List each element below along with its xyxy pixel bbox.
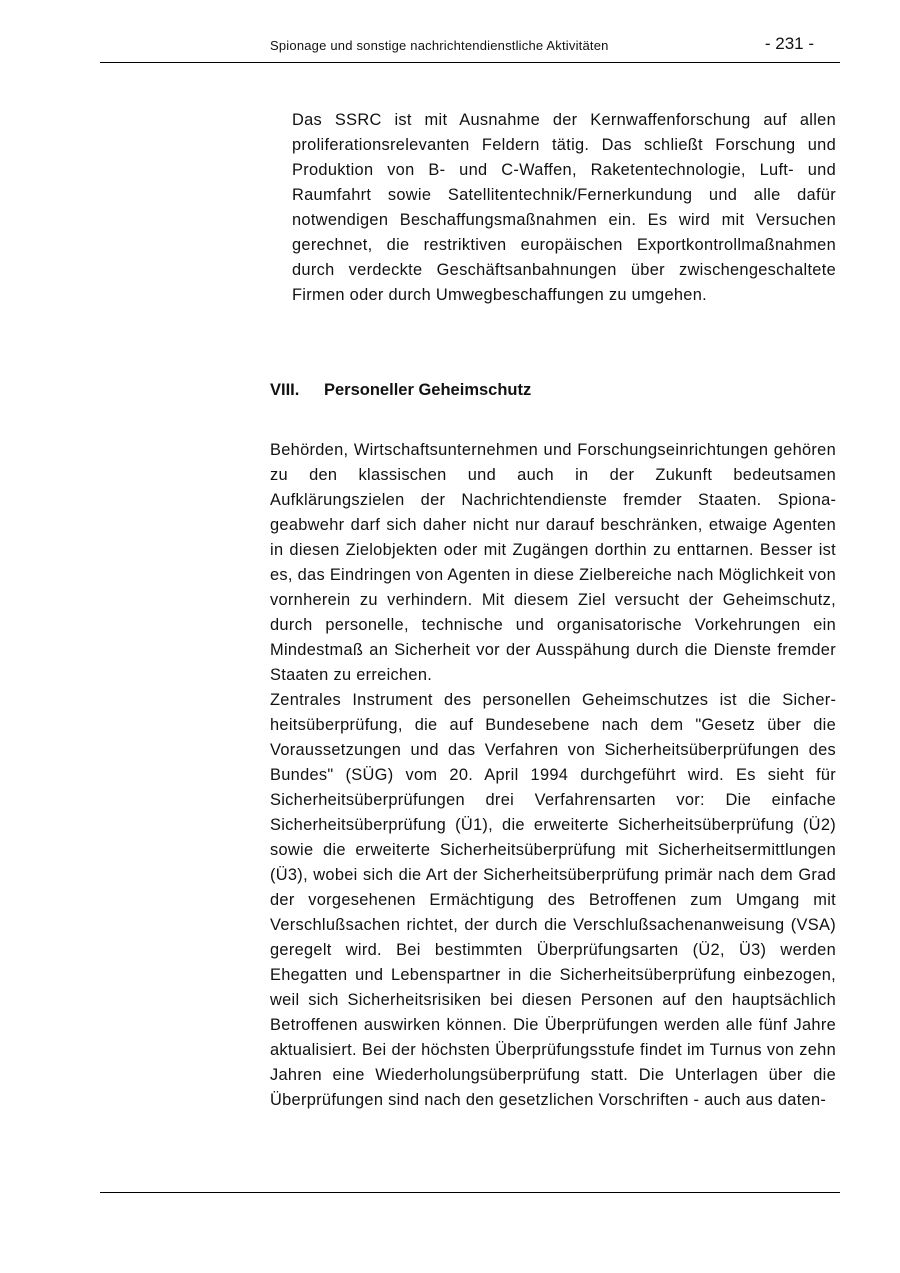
running-title: Spionage und sonstige nachrichtendienstliche Aktivitäten (270, 38, 609, 53)
page-header (100, 0, 840, 63)
footer-rule (100, 1192, 840, 1193)
section-heading (270, 381, 531, 400)
intro-paragraph-block (292, 108, 836, 308)
section-title: Personeller Geheimschutz (324, 381, 532, 399)
page-number: - 231 - (764, 34, 814, 53)
section-body (270, 438, 836, 1113)
section-number: VIII. (270, 381, 300, 399)
body-paragraph: Zentrales Instrument des personellen Geheimschutzes ist die Sicherheitsüberprüfung, die auf Bundesebene nach dem "Gesetz über die Voraussetzungen und das Verfahren von Sicherheitsüberprüfungen des Bundes" (SÜG) vom 20. April 1994 durchgeführt wird. Es sieht für Sicherheitsüberprüfungen drei Verfahrensarten vor: Die einfache Sicherheitsüberprüfung (Ü1), die erweiterte Sicherheitsüberprüfung (Ü2) sowie die erweiterte Sicherheitsüberprüfung mit Sicherheitsermittlungen (Ü3), wobei sich die Art der Sicherheitsüberprüfung primär nach dem Grad der vorgesehenen Ermächtigung des Betroffenen zum Umgang mit Verschlußsachen richtet, der durch die Verschlußsachenanweisung (VSA) geregelt wird. Bei bestimmten Überprüfungsarten (Ü2, Ü3) werden Ehegatten und Lebenspartner in die Sicherheitsüberprüfung einbezogen, weil sich Sicherheitsrisiken bei diesen Personen auf den hauptsächlich Betroffenen auswirken können. Die Überprüfungen werden alle fünf Jahre aktualisiert. Bei der höchsten Überprüfungsstufe findet im Turnus von zehn Jahren eine Wiederholungsüberprüfung statt. Die Unterlagen über die Überprüfungen sind nach den gesetzlichen Vorschriften - auch aus daten- (270, 691, 836, 1109)
intro-paragraph: Das SSRC ist mit Ausnahme der Kernwaffenforschung auf allen proliferationsrelevanten Feldern tätig. Das schließt Forschung und Produktion von B- und C-Waffen, Raketentechnologie, Luft- und Raumfahrt sowie Satellitentechnik/Fernerkundung und alle dafür notwendigen Beschaffungsmaßnahmen ein. Es wird mit Versuchen gerechnet, die restriktiven europäischen Exportkontrollmaßnahmen durch verdeckte Geschäftsanbahnungen über zwischengeschaltete Firmen oder durch Umwegbeschaffungen zu umgehen. (292, 111, 836, 304)
body-paragraph: Behörden, Wirtschaftsunternehmen und Forschungseinrichtungen gehören zu den klassischen und auch in der Zukunft bedeutsamen Aufklärungszielen der Nachrichtendienste fremder Staaten. Spionageabwehr darf sich daher nicht nur darauf beschränken, etwaige Agenten in diesen Zielobjekten oder mit Zugängen dorthin zu enttarnen. Besser ist es, das Eindringen von Agenten in diese Zielbereiche nach Möglichkeit von vornherein zu verhindern. Mit diesem Ziel versucht der Geheimschutz, durch personelle, technische und organisatorische Vorkehrungen ein Mindestmaß an Sicherheit vor der Ausspähung durch die Dienste fremder Staaten zu erreichen. (270, 441, 836, 684)
